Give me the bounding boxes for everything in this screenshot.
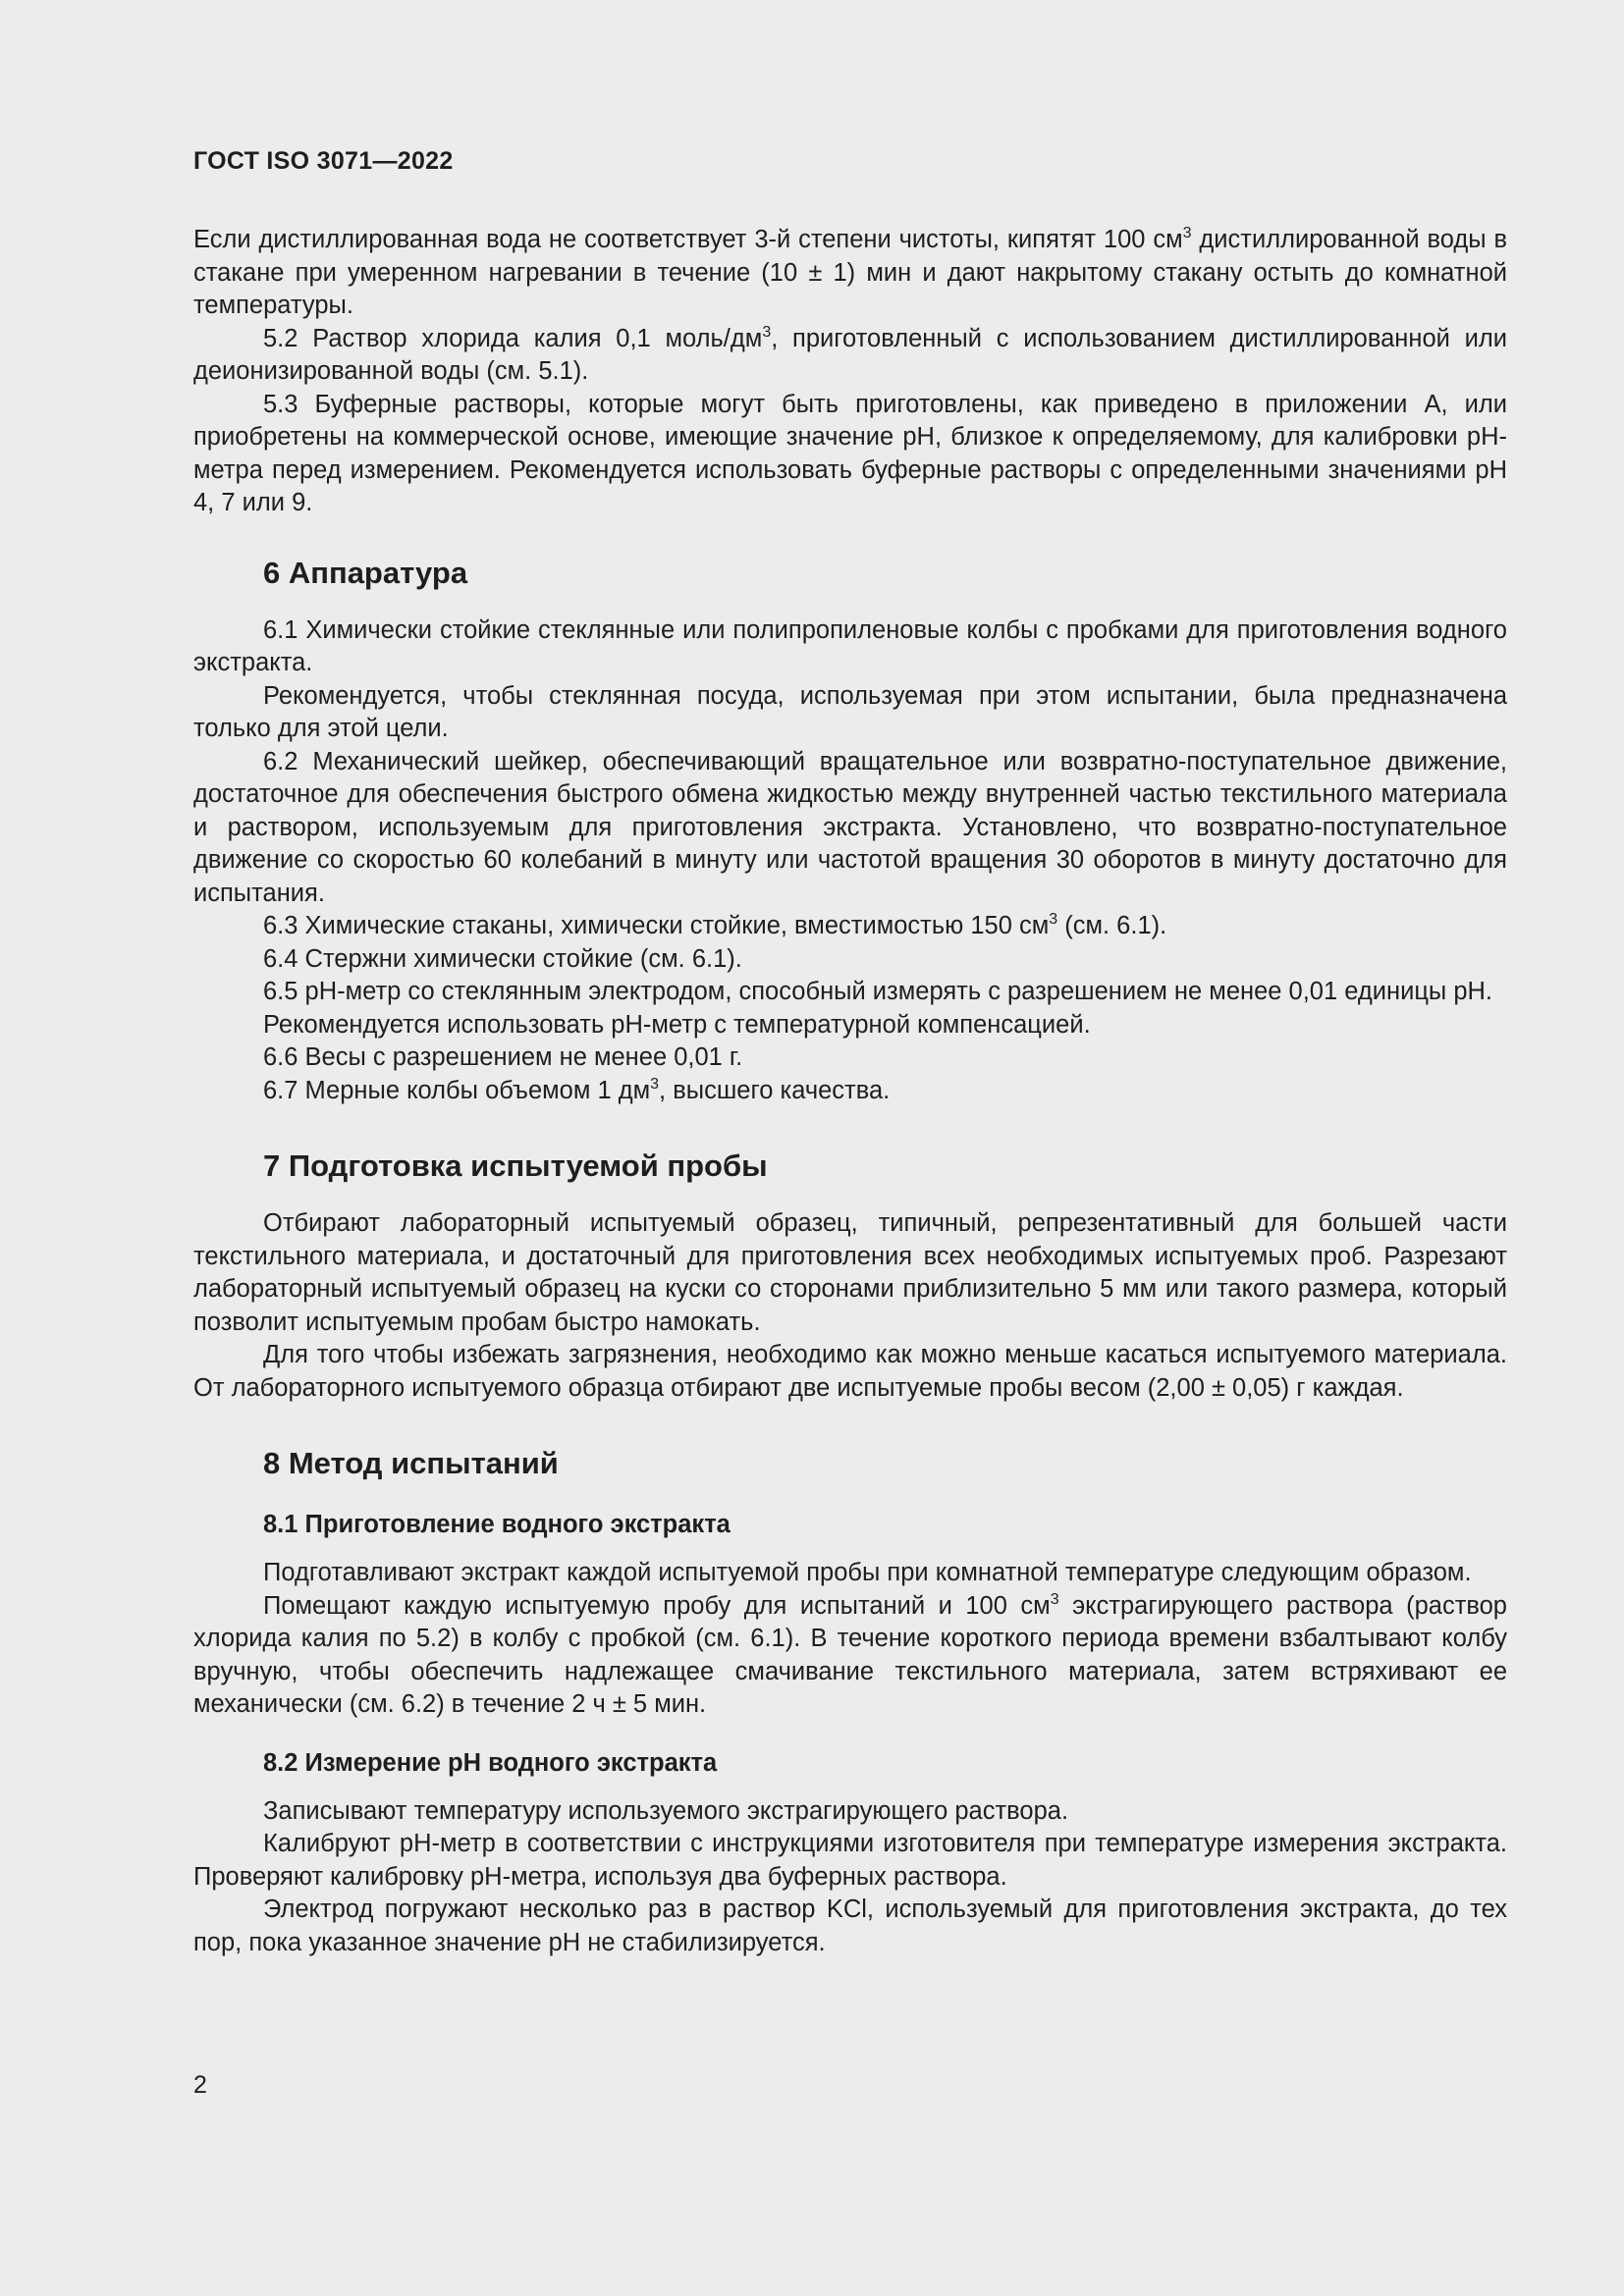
document-body xyxy=(193,224,1507,1959)
paragraph-8-2-2: Калибруют pH-метр в соответствии с инструкциями изготовителя при температуре измерения экстракта. Проверяют калибровку pH-метра, используя два буферных раствора. xyxy=(193,1830,1507,1891)
paragraph-8-2-3: Электрод погружают несколько раз в раствор KCl, используемый для приготовления экстракта, до тех пор, пока указанное значение pH не стабилизируется. xyxy=(193,1896,1507,1956)
page-number: 2 xyxy=(193,2071,207,2099)
paragraph-8-1-1: Подготавливают экстракт каждой испытуемой пробы при комнатной температуре следующим образом. xyxy=(263,1559,1472,1586)
paragraph-7-1: Отбирают лабораторный испытуемый образец, типичный, репрезентативный для большей части текстильного материала, и достаточный для приготовления всех необходимых испытуемых проб. Разрезают лабораторный испытуемый образец на куски со сторонами приблизительно 5 мм или такого размера, который позволит испытуемым пробам быстро намокать. xyxy=(193,1209,1507,1336)
subsection-8-2-heading: 8.2 Измерение pH водного экстракта xyxy=(263,1748,718,1777)
paragraph-7-2: Для того чтобы избежать загрязнения, необходимо как можно меньше касаться испытуемого материала. От лабораторного испытуемого образца отбирают две испытуемые пробы весом (2,00 ± 0,05) г каждая. xyxy=(193,1341,1507,1402)
paragraph-5-3: 5.3 Буферные растворы, которые могут быть приготовлены, как приведено в приложении А, или приобретены на коммерческой основе, имеющие значение pH, близкое к определяемому, для калибровки pH-метра перед измерением. Рекомендуется использовать буферные растворы с определенными значениями pH 4, 7 или 9. xyxy=(193,390,1507,516)
paragraph-5-2: 5.2 Раствор хлорида калия 0,1 моль/$дм^3$, приготовленный с использованием дистиллированной или деионизированной воды (см. 5.1). xyxy=(193,323,1507,385)
paragraph-8-1-2: Помещают каждую испытуемую пробу для испытаний и 100 $см^3$ экстрагирующего раствора (раствор хлорида калия по 5.2) в колбу с пробкой (см. 6.1). В течение короткого периода времени взбалтывают колбу вручную, чтобы обеспечить надлежащее смачивание текстильного материала, затем встряхивают ее механически (см. 6.2) в течение 2 ч ± 5 мин. xyxy=(193,1590,1507,1718)
section-6-heading: 6 Аппаратура xyxy=(263,555,468,590)
paragraph-6-6: 6.6 Весы с разрешением не менее 0,01 г. xyxy=(263,1043,743,1071)
paragraph-6-3: 6.3 Химические стаканы, химически стойкие, вместимостью 150 $см^3$ (см. 6.1). xyxy=(263,911,1167,939)
paragraph-6-5-note: Рекомендуется использовать pH-метр с температурной компенсацией. xyxy=(263,1010,1091,1039)
section-8-heading: 8 Метод испытаний xyxy=(263,1446,559,1480)
section-7-heading: 7 Подготовка испытуемой пробы xyxy=(263,1148,768,1183)
subsection-8-1-heading: 8.1 Приготовление водного экстракта xyxy=(263,1511,731,1538)
paragraph-distilled-water: Если дистиллированная вода не соответствует 3-й степени чистоты, кипятят 100 $см^3$ дистиллированной воды в стакане при умеренном нагревании в течение (10 ± 1) мин и дают накрытому стакану остыть до комнатной температуры. xyxy=(193,225,1507,319)
paragraph-6-7: 6.7 Мерные колбы объемом 1 $дм^3$, высшего качества. xyxy=(263,1075,891,1104)
document-code-header: ГОСТ ISO 3071—2022 xyxy=(193,147,454,175)
paragraph-6-1-note: Рекомендуется, чтобы стеклянная посуда, используемая при этом испытании, была предназначена только для этой цели. xyxy=(193,681,1507,742)
paragraph-6-2: 6.2 Механический шейкер, обеспечивающий вращательное или возвратно-поступательное движение, достаточное для обеспечения быстрого обмена жидкостью между внутренней частью текстильного материала и раствором, используемым для приготовления экстракта. Установлено, что возвратно-поступательное движение со скоростью 60 колебаний в минуту или частотой вращения 30 оборотов в минуту достаточно для испытания. xyxy=(193,747,1507,907)
paragraph-6-4: 6.4 Стержни химически стойкие (см. 6.1). xyxy=(263,944,742,973)
paragraph-8-2-1: Записывают температуру используемого экстрагирующего раствора. xyxy=(263,1796,1069,1825)
paragraph-6-1: 6.1 Химически стойкие стеклянные или полипропиленовые колбы с пробками для приготовления водного экстракта. xyxy=(193,615,1507,676)
paragraph-6-5: 6.5 pH-метр со стеклянным электродом, способный измерять с разрешением не менее 0,01 единицы pH. xyxy=(263,978,1493,1005)
